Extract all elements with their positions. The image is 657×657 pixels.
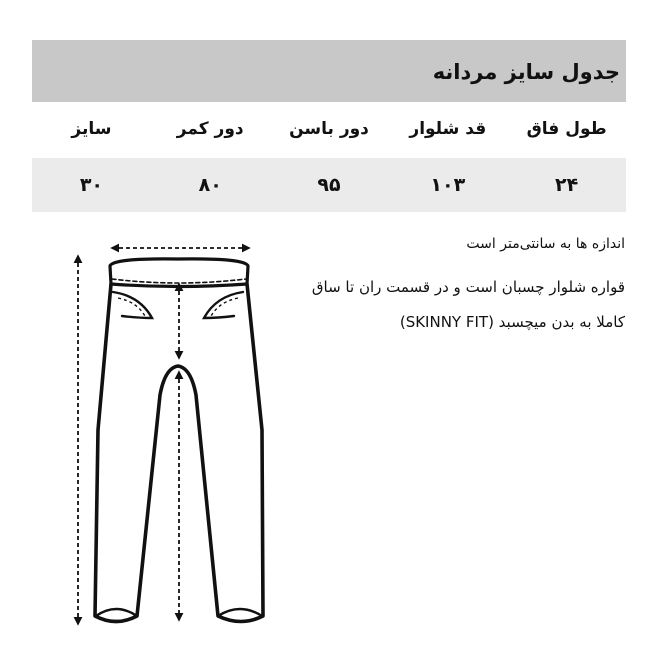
value-length: ۱۰۳ [430, 174, 466, 196]
fit-note-line-1: قواره شلوار چسبان است و در قسمت ران تا ساق [311, 278, 625, 296]
pants-outline-icon [62, 235, 277, 635]
value-hip: ۹۵ [317, 174, 341, 196]
size-chart-title: جدول سایز مردانه [432, 59, 620, 84]
table-value-row [32, 158, 626, 212]
header-rise: طول فاق [526, 119, 607, 139]
value-rise: ۲۴ [555, 174, 579, 196]
header-waist: دور کمر [176, 119, 244, 139]
header-length: قد شلوار [409, 119, 487, 139]
fit-note-line-2: کاملا به بدن میچسبد (SKINNY FIT) [399, 313, 625, 331]
table-header-row [32, 102, 626, 156]
value-size: ۳۰ [79, 174, 104, 196]
size-chart-title-bar [32, 40, 626, 103]
waistband [110, 259, 248, 287]
value-waist: ۸۰ [198, 174, 222, 196]
pockets [113, 292, 243, 318]
header-hip: دور باسن [289, 119, 369, 139]
header-size: سایز [71, 119, 112, 139]
units-note: اندازه ها به سانتی‌متر است [466, 236, 625, 252]
